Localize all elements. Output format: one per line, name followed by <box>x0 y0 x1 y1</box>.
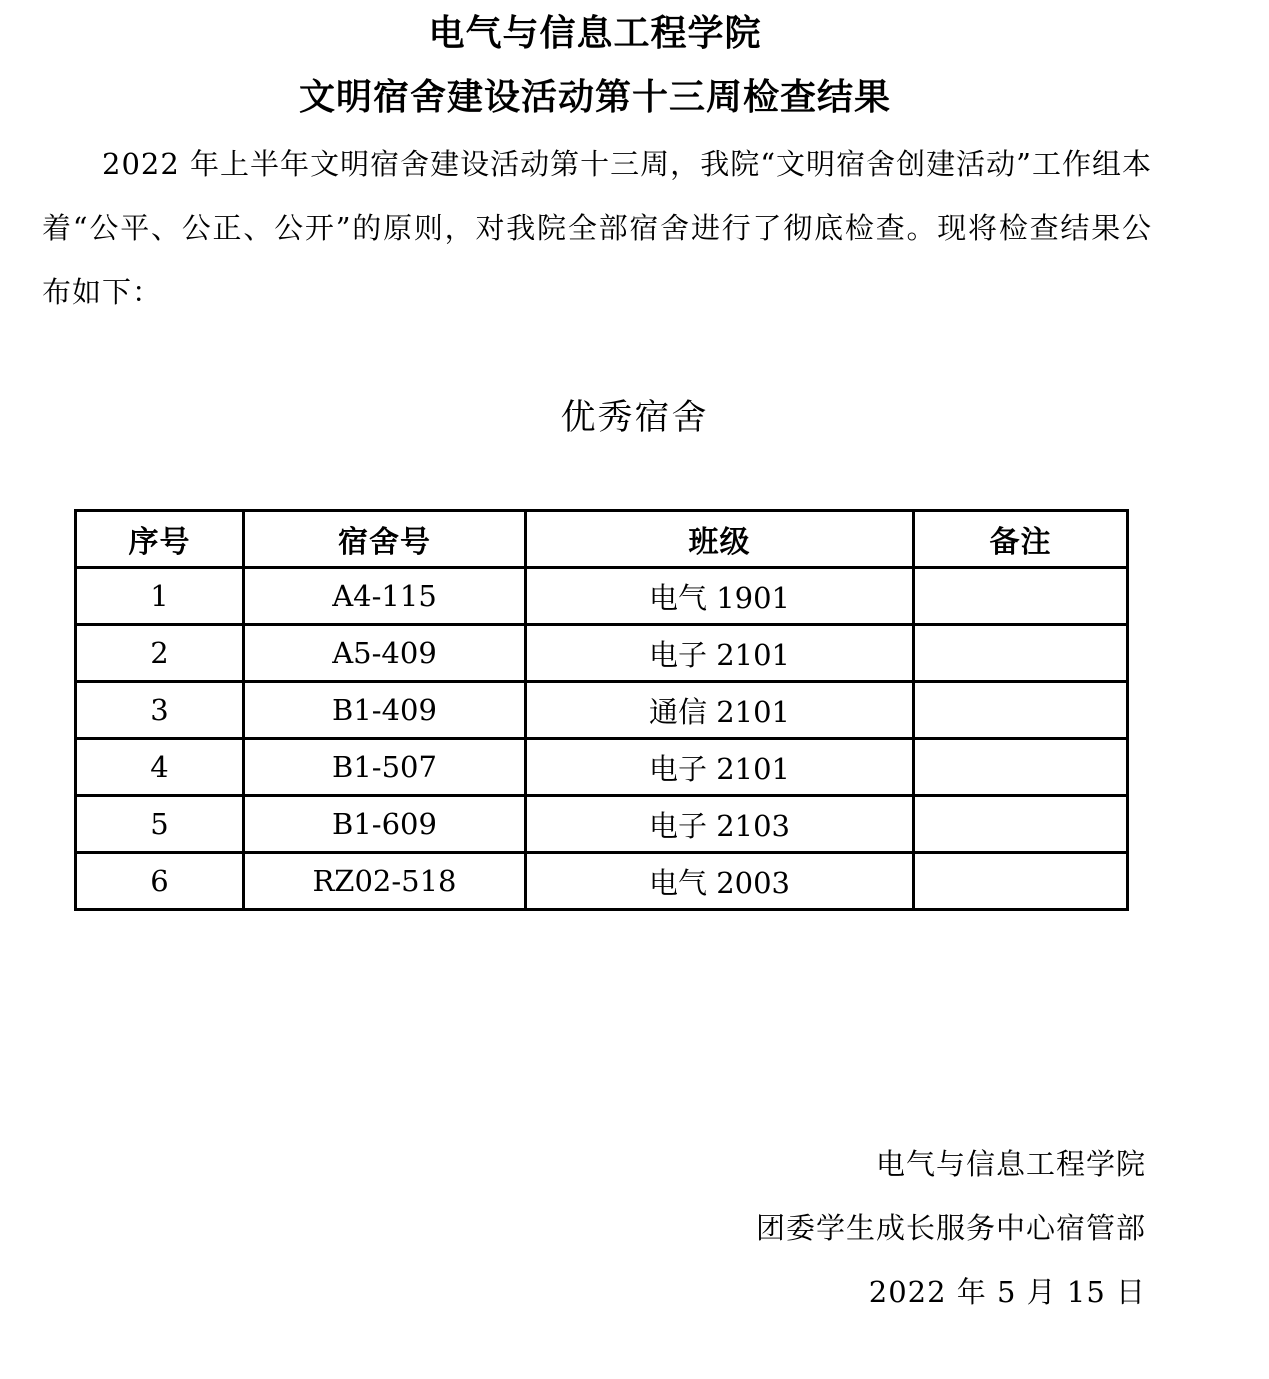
column-header-index: 序号 <box>76 511 244 568</box>
cell-class: 电气 2003 <box>526 853 914 910</box>
table-row <box>76 568 1128 625</box>
signature-department: 团委学生成长服务中心宿管部 <box>755 1211 1146 1245</box>
column-header-class: 班级 <box>526 511 914 568</box>
table-row <box>76 796 1128 853</box>
cell-remark <box>914 796 1128 853</box>
table-row <box>76 625 1128 682</box>
cell-remark <box>914 682 1128 739</box>
column-header-dorm: 宿舍号 <box>244 511 526 568</box>
cell-dorm: B1-609 <box>244 796 526 853</box>
table-header-row <box>76 511 1128 568</box>
cell-index: 1 <box>76 568 244 625</box>
cell-remark <box>914 739 1128 796</box>
cell-class: 电气 1901 <box>526 568 914 625</box>
cell-index: 2 <box>76 625 244 682</box>
document-subtitle: 文明宿舍建设活动第十三周检查结果 <box>298 77 891 118</box>
cell-class: 电子 2101 <box>526 739 914 796</box>
cell-index: 6 <box>76 853 244 910</box>
cell-index: 3 <box>76 682 244 739</box>
cell-dorm: B1-409 <box>244 682 526 739</box>
cell-remark <box>914 625 1128 682</box>
cell-dorm: RZ02-518 <box>244 853 526 910</box>
column-header-remark: 备注 <box>914 511 1128 568</box>
intro-paragraph: 2022 年上半年文明宿舍建设活动第十三周，我院“文明宿舍创建活动”工作组本着“公平、公正、公开”的原则，对我院全部宿舍进行了彻底检查。现将检查结果公布如下： <box>42 147 1152 309</box>
table-row <box>76 682 1128 739</box>
cell-dorm: A4-115 <box>244 568 526 625</box>
cell-remark <box>914 853 1128 910</box>
section-title: 优秀宿舍 <box>560 398 709 438</box>
cell-remark <box>914 568 1128 625</box>
results-table <box>74 509 1129 911</box>
table-row <box>76 739 1128 796</box>
signature-organization: 电气与信息工程学院 <box>875 1147 1146 1181</box>
cell-class: 通信 2101 <box>526 682 914 739</box>
cell-index: 5 <box>76 796 244 853</box>
table-row <box>76 853 1128 910</box>
cell-dorm: A5-409 <box>244 625 526 682</box>
cell-class: 电子 2101 <box>526 625 914 682</box>
cell-class: 电子 2103 <box>526 796 914 853</box>
cell-dorm: B1-507 <box>244 739 526 796</box>
document-title: 电气与信息工程学院 <box>428 13 762 54</box>
cell-index: 4 <box>76 739 244 796</box>
signature-date: 2022 年 5 月 15 日 <box>868 1275 1146 1309</box>
